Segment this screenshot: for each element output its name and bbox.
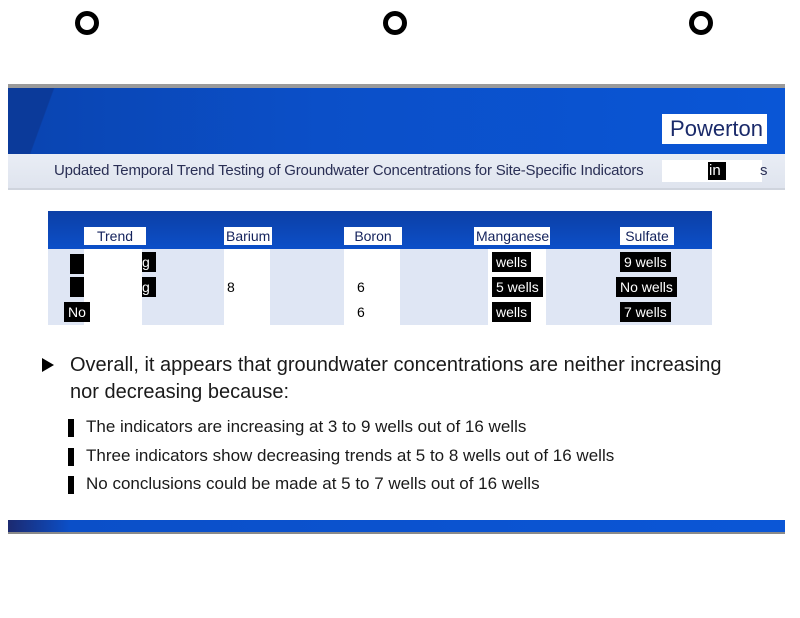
- arrow-bullet-icon: [42, 358, 54, 372]
- table-header-row: [48, 211, 712, 249]
- cell-manganese: 5 wells: [492, 277, 543, 297]
- table-row: [48, 274, 712, 299]
- table-row: [48, 249, 712, 274]
- sub-bullet-text: Three indicators show decreasing trends at 5 to 8 wells out of 16 wells: [86, 446, 615, 465]
- column-header-sulfate: Sulfate: [620, 227, 674, 245]
- main-bullet-text: Overall, it appears that groundwater concentrations are neither increasing nor decreasing because:: [70, 354, 722, 403]
- cell-sulfate: No wells: [616, 277, 677, 297]
- bullet-icon: [68, 476, 74, 494]
- punch-hole-left: [78, 14, 96, 32]
- cell-barium: 8: [224, 277, 238, 297]
- column-header-trend: Trend: [84, 227, 146, 245]
- slide-subtitle: Updated Temporal Trend Testing of Groundwater Concentrations for Site-Specific Indicators: [54, 162, 644, 179]
- cell-manganese: wells: [492, 252, 531, 272]
- cell-sulfate: 9 wells: [620, 252, 671, 272]
- column-header-boron: Boron: [344, 227, 402, 245]
- cell-boron: 6: [354, 302, 368, 322]
- punch-hole-center: [386, 14, 404, 32]
- bullet-icon: [68, 419, 74, 437]
- cell-trend: g: [142, 277, 156, 297]
- subtitle-fragment: in: [709, 162, 721, 179]
- table-row: [48, 299, 712, 325]
- column-header-manganese: Manganese: [476, 228, 550, 244]
- bullet-icon: [68, 448, 74, 466]
- cell-manganese: wells: [492, 302, 531, 322]
- redaction-box: [70, 254, 84, 274]
- punch-hole-right: [692, 14, 710, 32]
- subtitle-fragment: s: [760, 162, 768, 179]
- cell-trend: g: [142, 252, 156, 272]
- column-header-barium: Barium: [226, 228, 271, 244]
- header-banner: [8, 88, 785, 154]
- site-name: Powerton: [662, 114, 767, 144]
- footer-rule: [8, 532, 785, 534]
- cell-sulfate: 7 wells: [620, 302, 671, 322]
- sub-bullet-text: No conclusions could be made at 5 to 7 wells out of 16 wells: [86, 474, 540, 493]
- cell-boron: 6: [354, 277, 368, 297]
- cell-trend: No: [64, 302, 90, 322]
- trend-table: [48, 211, 712, 325]
- sub-bullet-text: The indicators are increasing at 3 to 9 wells out of 16 wells: [86, 417, 527, 436]
- redaction-box: [70, 277, 84, 297]
- footer-bar: [8, 520, 785, 532]
- subtitle-bar: [8, 154, 785, 190]
